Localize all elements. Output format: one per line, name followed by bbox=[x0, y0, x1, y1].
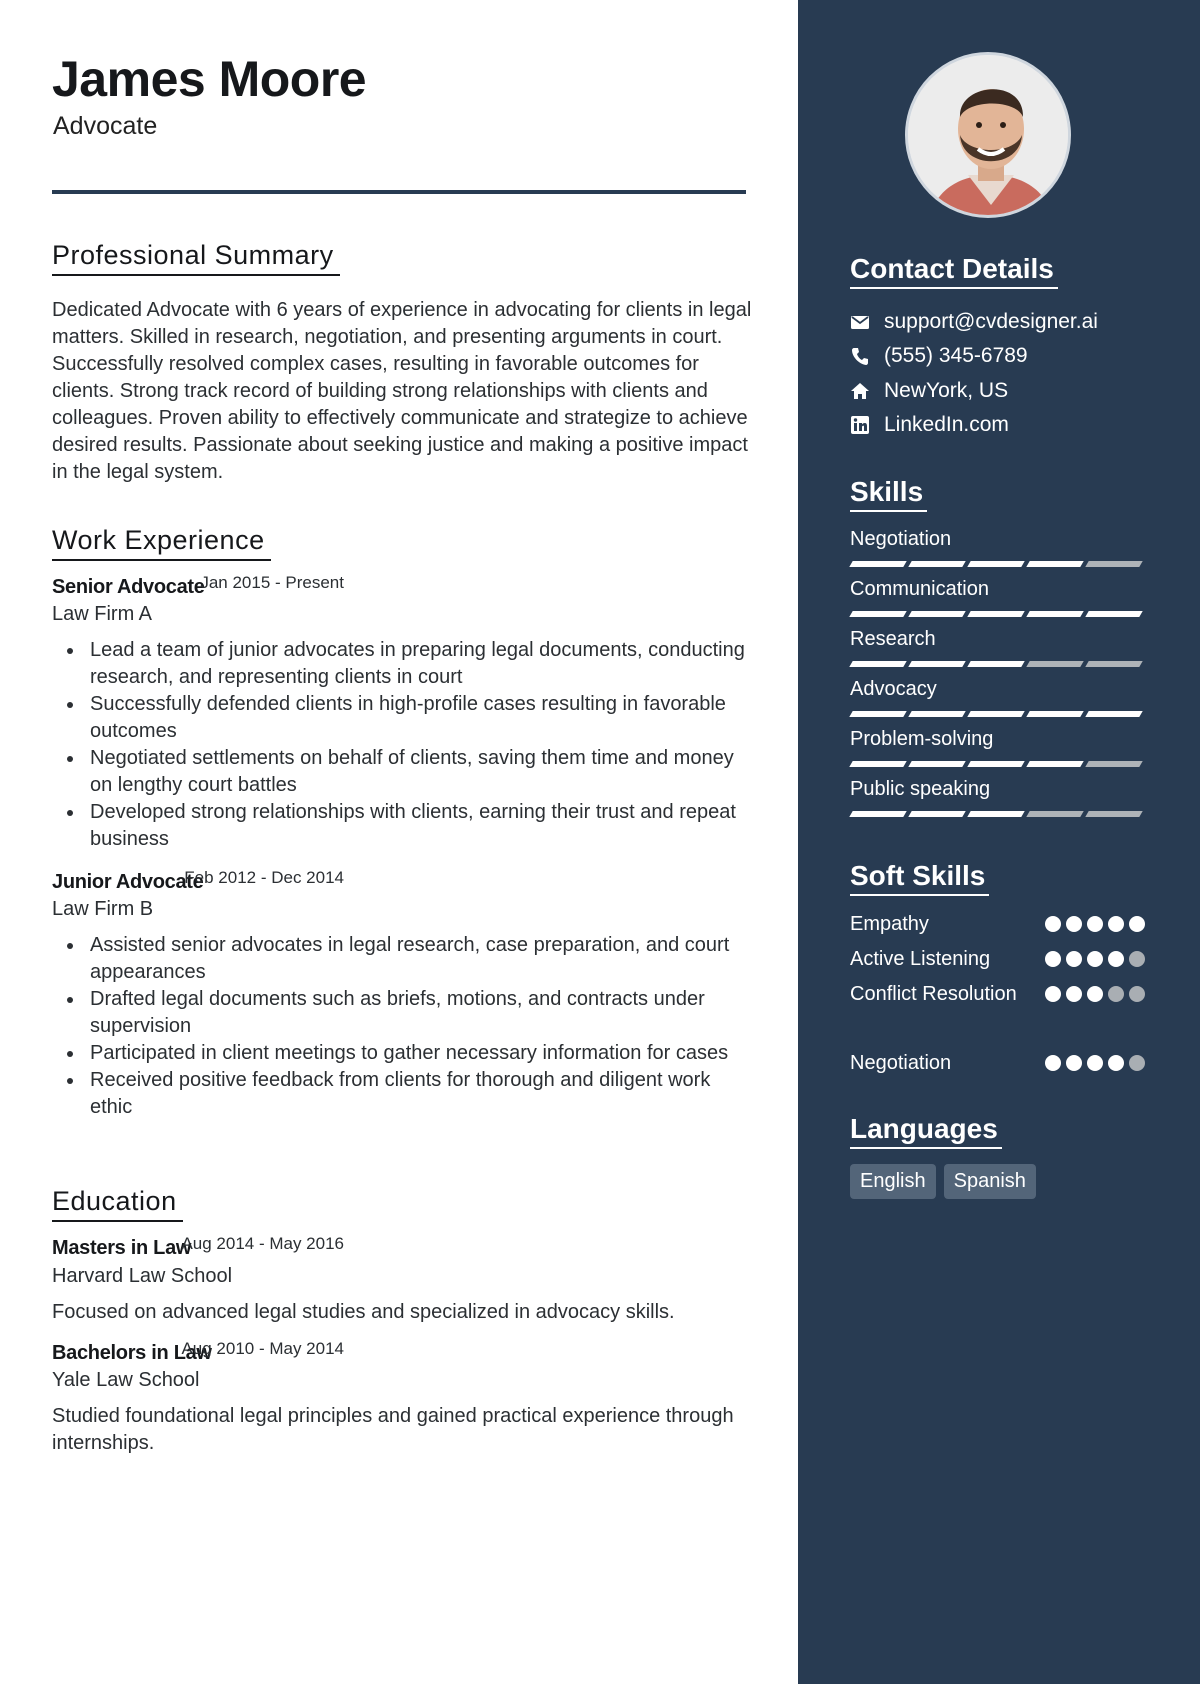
languages-heading: Languages bbox=[850, 1113, 1002, 1149]
rating-dot bbox=[1066, 986, 1082, 1002]
job-bullets bbox=[52, 637, 752, 853]
skill-level-segment bbox=[908, 561, 965, 567]
degree-description: Focused on advanced legal studies and specialized in advocacy skills. bbox=[52, 1301, 675, 1323]
skill-level-bar bbox=[851, 811, 1141, 817]
list-item: Lead a team of junior advocates in preparing legal documents, conducting research, and representing clients in court bbox=[52, 637, 752, 691]
skill-level-segment bbox=[967, 611, 1024, 617]
rating-dot bbox=[1045, 986, 1061, 1002]
degree-title: Bachelors in Law bbox=[52, 1342, 212, 1364]
skill-level-segment bbox=[1026, 711, 1083, 717]
skills-heading: Skills bbox=[850, 476, 927, 512]
skill-level-segment bbox=[1026, 761, 1083, 767]
rating-dot bbox=[1066, 951, 1082, 967]
skill-level-bar bbox=[851, 661, 1141, 667]
skill-level-segment bbox=[967, 811, 1024, 817]
profile-photo bbox=[905, 52, 1071, 218]
skill-name: Communication bbox=[850, 578, 989, 600]
rating-dot bbox=[1087, 1055, 1103, 1071]
skill-level-segment bbox=[849, 711, 906, 717]
list-item: Received positive feedback from clients for thorough and diligent work ethic bbox=[52, 1067, 752, 1121]
skill-level-bar bbox=[851, 711, 1141, 717]
skill-level-segment bbox=[849, 761, 906, 767]
rating-dot bbox=[1129, 986, 1145, 1002]
job-org: Law Firm B bbox=[52, 898, 154, 920]
soft-skill-rating bbox=[1045, 986, 1145, 1002]
skill-level-segment bbox=[967, 711, 1024, 717]
list-item: Negotiated settlements on behalf of clients, saving them time and money on lengthy court battles bbox=[52, 745, 752, 799]
skill-level-bar bbox=[851, 761, 1141, 767]
skill-level-segment bbox=[849, 611, 906, 617]
list-item: Participated in client meetings to gather necessary information for cases bbox=[52, 1040, 752, 1067]
rating-dot bbox=[1129, 1055, 1145, 1071]
rating-dot bbox=[1045, 916, 1061, 932]
job-org: Law Firm A bbox=[52, 603, 153, 625]
soft-skill-rating bbox=[1045, 951, 1145, 967]
summary-text: Dedicated Advocate with 6 years of experience in advocating for clients in legal matters. Skilled in research, negotiation, and presenting arguments in court. Successfully resolved complex cases, resulting in favorable outcomes for clients. Strong track record of building strong relationships with clients and colleagues. Proven ability to effectively communicate and strategize to achieve desired results. Passionate about seeking justice and making a positive impact in the legal system. bbox=[52, 299, 752, 483]
skill-level-segment bbox=[1085, 661, 1142, 667]
skill-level-segment bbox=[908, 711, 965, 717]
skill-level-segment bbox=[967, 561, 1024, 567]
rating-dot bbox=[1087, 986, 1103, 1002]
soft-skill-name: Active Listening bbox=[850, 948, 991, 970]
job-bullets bbox=[52, 932, 752, 1121]
rating-dot bbox=[1129, 916, 1145, 932]
linkedin-icon bbox=[850, 415, 870, 435]
languages-list bbox=[850, 1164, 1036, 1199]
rating-dot bbox=[1108, 951, 1124, 967]
list-item: Assisted senior advocates in legal research, case preparation, and court appearances bbox=[52, 932, 752, 986]
job-title: Senior Advocate bbox=[52, 576, 205, 598]
candidate-name: James Moore bbox=[52, 51, 367, 107]
language-badge: English bbox=[850, 1164, 936, 1199]
skill-level-segment bbox=[1026, 811, 1083, 817]
skill-level-segment bbox=[1085, 711, 1142, 717]
degree-date: Aug 2014 - May 2016 bbox=[181, 1234, 344, 1253]
skill-level-segment bbox=[1026, 561, 1083, 567]
list-item: Developed strong relationships with clients, earning their trust and repeat business bbox=[52, 799, 752, 853]
skill-level-segment bbox=[967, 661, 1024, 667]
rating-dot bbox=[1045, 1055, 1061, 1071]
rating-dot bbox=[1129, 951, 1145, 967]
skill-level-segment bbox=[849, 811, 906, 817]
degree-title: Masters in Law bbox=[52, 1237, 192, 1259]
rating-dot bbox=[1045, 951, 1061, 967]
soft-skill-rating bbox=[1045, 1055, 1145, 1071]
skill-name: Research bbox=[850, 628, 936, 650]
skill-name: Advocacy bbox=[850, 678, 937, 700]
skill-level-segment bbox=[1026, 611, 1083, 617]
rating-dot bbox=[1108, 986, 1124, 1002]
skill-level-segment bbox=[1085, 611, 1142, 617]
skill-level-segment bbox=[967, 761, 1024, 767]
job-date: Feb 2012 - Dec 2014 bbox=[184, 868, 344, 887]
skill-level-segment bbox=[908, 661, 965, 667]
school-name: Yale Law School bbox=[52, 1369, 200, 1391]
contact-location-text: NewYork, US bbox=[884, 379, 1009, 402]
skill-level-segment bbox=[908, 761, 965, 767]
skill-name: Public speaking bbox=[850, 778, 991, 800]
skill-level-segment bbox=[849, 661, 906, 667]
contact-linkedin-text: LinkedIn.com bbox=[884, 413, 1009, 436]
contact-email[interactable] bbox=[850, 310, 1098, 334]
phone-icon bbox=[850, 346, 870, 366]
skill-level-bar bbox=[851, 561, 1141, 567]
rating-dot bbox=[1087, 951, 1103, 967]
rating-dot bbox=[1108, 1055, 1124, 1071]
rating-dot bbox=[1087, 916, 1103, 932]
home-icon bbox=[850, 381, 870, 401]
skill-level-segment bbox=[1085, 561, 1142, 567]
skill-name: Problem-solving bbox=[850, 728, 994, 750]
skill-level-segment bbox=[1085, 811, 1142, 817]
header-divider bbox=[52, 190, 746, 194]
skill-name: Negotiation bbox=[850, 528, 952, 550]
degree-description: Studied foundational legal principles and gained practical experience through internships. bbox=[52, 1405, 734, 1454]
contact-linkedin[interactable] bbox=[850, 413, 1009, 437]
list-item: Drafted legal documents such as briefs, motions, and contracts under supervision bbox=[52, 986, 752, 1040]
candidate-role: Advocate bbox=[53, 112, 158, 140]
soft-skill-name: Negotiation bbox=[850, 1052, 952, 1074]
language-badge: Spanish bbox=[944, 1164, 1036, 1199]
rating-dot bbox=[1108, 916, 1124, 932]
soft-skills-heading: Soft Skills bbox=[850, 860, 989, 896]
degree-date: Aug 2010 - May 2014 bbox=[181, 1339, 344, 1358]
school-name: Harvard Law School bbox=[52, 1265, 233, 1287]
contact-heading: Contact Details bbox=[850, 253, 1058, 289]
education-heading: Education bbox=[52, 1186, 183, 1222]
skill-level-segment bbox=[1085, 761, 1142, 767]
person-portrait-icon bbox=[908, 55, 1071, 218]
skill-level-segment bbox=[1026, 661, 1083, 667]
contact-email-text: support@cvdesigner.ai bbox=[884, 310, 1098, 333]
job-title: Junior Advocate bbox=[52, 871, 204, 893]
skill-level-segment bbox=[908, 611, 965, 617]
contact-phone-text: (555) 345-6789 bbox=[884, 344, 1028, 367]
experience-heading: Work Experience bbox=[52, 525, 271, 561]
skill-level-segment bbox=[908, 811, 965, 817]
contact-location bbox=[850, 379, 1008, 403]
soft-skill-name: Conflict Resolution bbox=[850, 983, 1017, 1005]
summary-heading: Professional Summary bbox=[52, 240, 340, 276]
skill-level-segment bbox=[849, 561, 906, 567]
rating-dot bbox=[1066, 916, 1082, 932]
soft-skill-name: Empathy bbox=[850, 913, 929, 935]
job-date: Jan 2015 - Present bbox=[200, 573, 344, 592]
skill-level-bar bbox=[851, 611, 1141, 617]
list-item: Successfully defended clients in high-profile cases resulting in favorable outcomes bbox=[52, 691, 752, 745]
soft-skill-rating bbox=[1045, 916, 1145, 932]
rating-dot bbox=[1066, 1055, 1082, 1071]
contact-phone[interactable] bbox=[850, 344, 1028, 368]
envelope-icon bbox=[850, 312, 870, 332]
